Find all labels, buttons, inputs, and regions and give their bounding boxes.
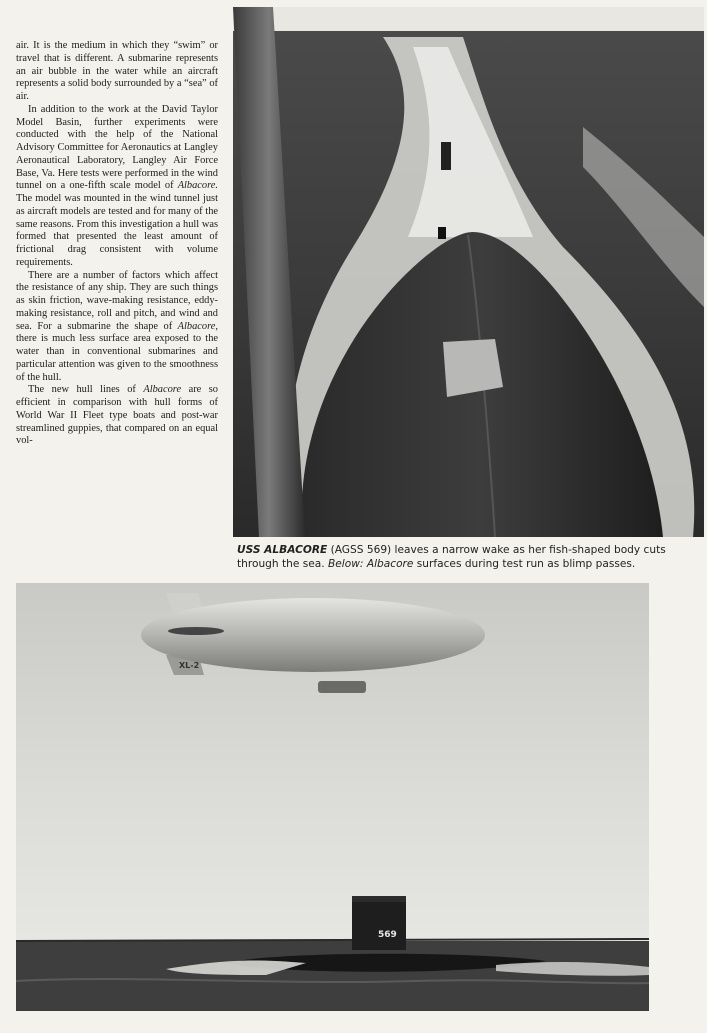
bow-fitting: [438, 227, 446, 239]
submarine-wake-photo: [233, 7, 704, 537]
paragraph-3: [16, 270, 218, 385]
paragraph-1: air. It is the medium in which they “swim” or travel that is different. A submarine represents an air bubble in the water while an aircraft represents a solid body surrounded by a “sea” of air.: [16, 40, 218, 102]
sky: [233, 7, 704, 31]
paragraph-4: [16, 384, 218, 448]
blimp-marking: XL-2: [179, 661, 200, 670]
caption-text-2: surfaces during test run as blimp passes.: [413, 558, 636, 570]
submarine-wake-illustration: [233, 7, 704, 537]
sea: [16, 941, 649, 1011]
forward-mast: [441, 142, 451, 170]
paragraph-4b-text: are so efficient in comparison with hull forms of World War II Fleet type boats and post-war streamlined guppies, that compared on an equal vol-: [16, 384, 218, 447]
caption-below-label: Below:: [328, 558, 364, 570]
deck-hatch: [443, 339, 503, 397]
blimp-submarine-photo: [16, 583, 649, 1011]
submarine-sail: [352, 896, 406, 950]
paragraph-3-text: There are a number of factors which affect the resistance of any ship. They are such things as skin friction, wave-making resistance, eddy-making resistance, roll and pitch, and wind and sea. For a submarine the shape of: [16, 269, 218, 332]
caption-ship-name: Albacore: [363, 558, 414, 570]
article-text-column: [16, 40, 218, 448]
hull-number: 569: [378, 930, 397, 940]
blimp-gondola: [318, 681, 366, 693]
ship-name-italic: Albacore: [143, 384, 182, 396]
blimp-stripe: [168, 627, 224, 635]
paragraph-4-text: The new hull lines of: [28, 384, 136, 396]
caption-lead: USS ALBACORE: [237, 544, 328, 556]
ship-name-italic: Albacore.: [177, 180, 218, 192]
sail-top: [352, 896, 406, 902]
paragraph-2b-text: The model was mounted in the wind tunnel just as aircraft models are tested and for many of the same reasons. From this investigation a hull was formed that presented the least amount of frictional drag consistent with volume requirements.: [16, 193, 218, 268]
photo-caption: [237, 543, 697, 571]
ship-name-italic: Albacore: [177, 320, 216, 332]
paragraph-3b-text: , there is much less surface area exposed to the water than in conventional submarines and particular attention was given to the smoothness of the hull.: [16, 320, 218, 383]
paragraph-2-text: In addition to the work at the David Taylor Model Basin, further experiments were conducted with the help of the National Advisory Committee for Aeronautics at Langley Aeronautical Laboratory, Langley Air Force Base, Va. Here tests were performed in the wind tunnel on a one-fifth scale model of: [16, 103, 218, 192]
caption-text-1: (AGSS 569) leaves a narrow wake as her fish-shaped body cuts through the sea.: [237, 544, 666, 570]
blimp-submarine-illustration: [16, 583, 649, 1011]
paragraph-2: [16, 104, 218, 270]
